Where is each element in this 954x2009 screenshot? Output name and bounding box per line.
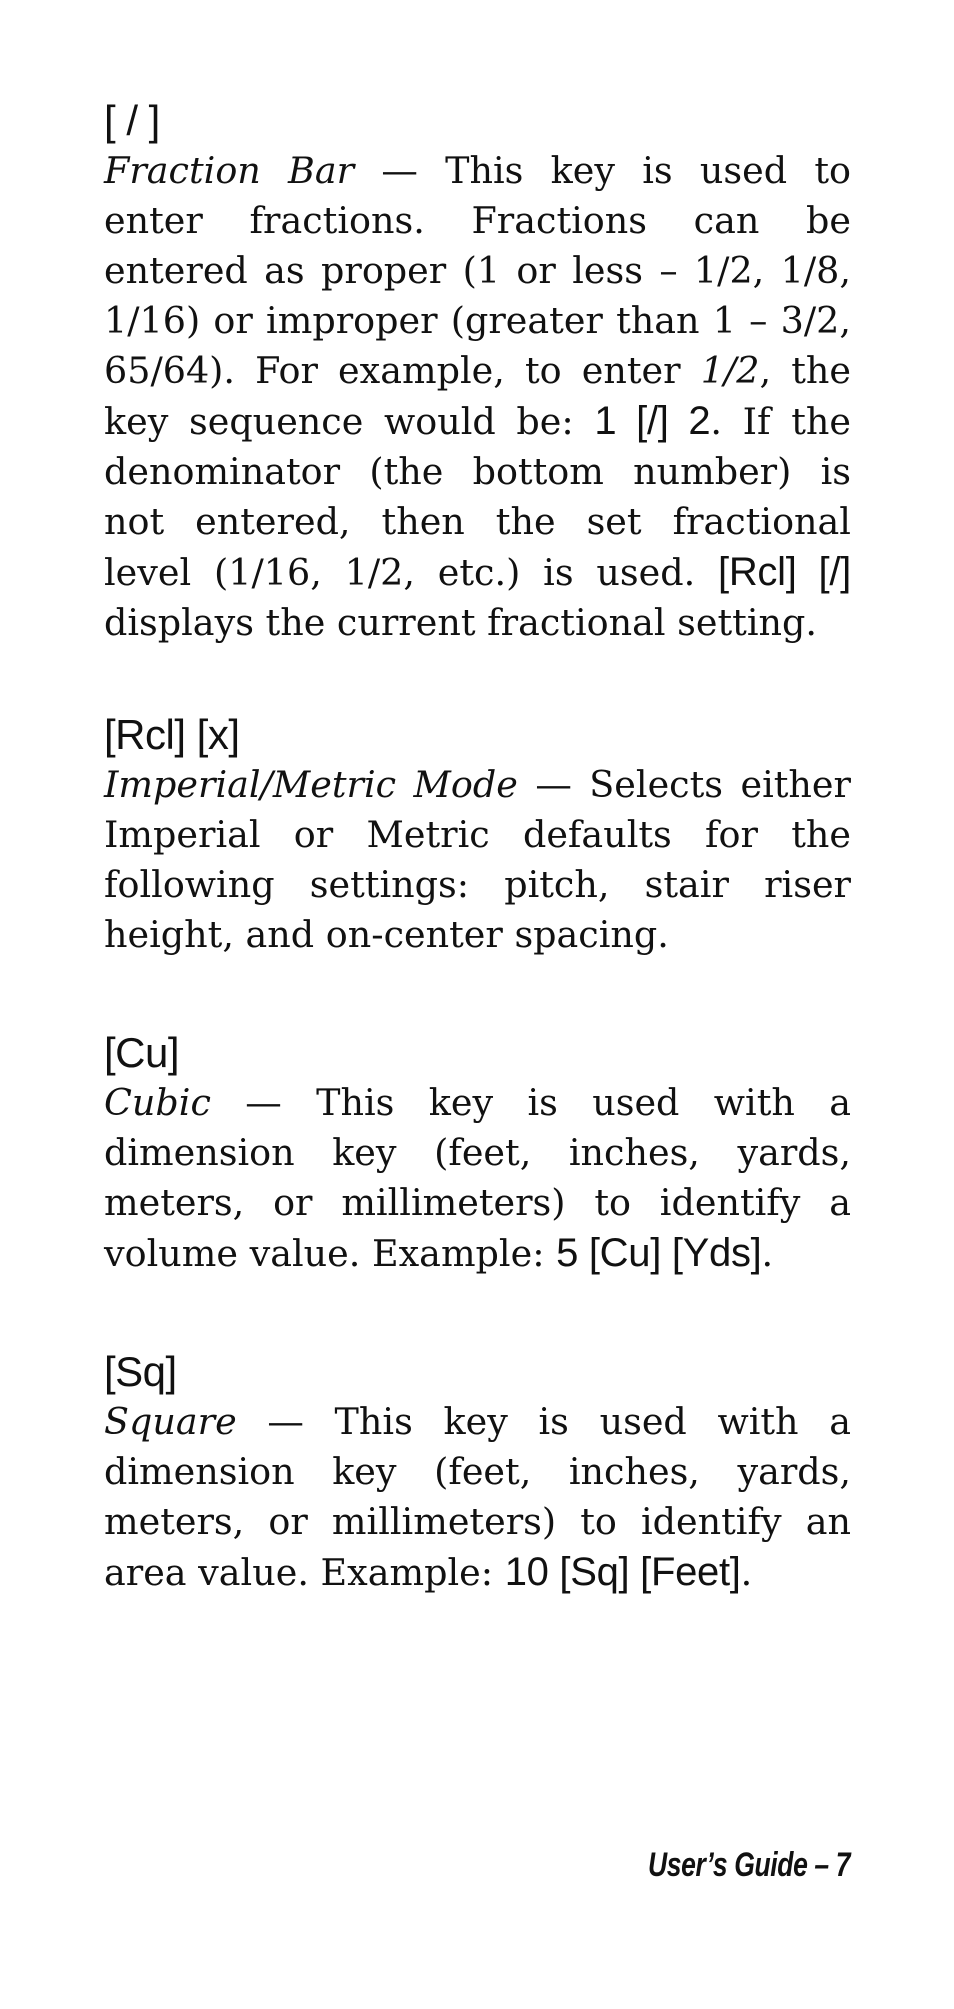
description-fraction-bar <box>104 146 851 648</box>
key-sequence: 10 [Sq] [Feet] <box>504 1550 741 1594</box>
description-imperial-metric <box>104 760 851 960</box>
term-imperial-metric: Imperial/Metric Mode <box>104 763 518 806</box>
description-cubic <box>104 1078 851 1279</box>
text-segment: — Selects either Imperial or Metric defaults for the following settings: pitch, stair riser height, and on-center spacing. <box>104 763 851 956</box>
description-square <box>104 1397 851 1598</box>
term-square: Square <box>104 1400 237 1443</box>
entry-cubic <box>104 1028 851 1279</box>
entry-imperial-metric <box>104 710 851 960</box>
key-sequence: 5 [Cu] [Yds] <box>556 1231 762 1275</box>
manual-page <box>104 96 851 1598</box>
text-segment: . If the denominator (the bottom number) is not entered, then the set fractional level (1/16, 1/2, etc.) is used. <box>104 400 851 594</box>
text-segment: — This key is used to enter fractions. Fractions can be entered as proper (1 or less – 1/2, 1/8, 1/16) or improper (greater than 1 – 3/2, 65/64). For example, to enter <box>104 149 851 392</box>
text-segment: . <box>761 1232 774 1275</box>
key-heading-cubic: [Cu] <box>104 1029 180 1076</box>
term-cubic: Cubic <box>104 1081 211 1124</box>
example-italic: 1/2 <box>700 349 760 392</box>
page-footer: User’s Guide – 7 <box>647 1846 850 1884</box>
key-sequence: [Rcl] [/] <box>718 550 851 594</box>
text-segment: displays the current fractional setting. <box>104 601 817 644</box>
text-segment: , the key sequence would be: <box>104 349 851 443</box>
text-segment: . <box>740 1551 753 1594</box>
term-fraction-bar: Fraction Bar <box>104 149 355 192</box>
key-sequence: 1 [/] 2 <box>594 399 711 443</box>
entry-square <box>104 1347 851 1598</box>
key-heading-fraction-bar: [ / ] <box>104 97 160 144</box>
key-heading-square: [Sq] <box>104 1348 177 1395</box>
text-segment: — This key is used with a dimension key (feet, inches, yards, meters, or millimeters) to identify an area value. Example: <box>104 1400 851 1594</box>
key-heading-imperial-metric: [Rcl] [x] <box>104 711 240 758</box>
entry-fraction-bar <box>104 96 851 648</box>
text-segment: — This key is used with a dimension key (feet, inches, yards, meters, or millimeters) to identify a volume value. Example: <box>104 1081 851 1275</box>
